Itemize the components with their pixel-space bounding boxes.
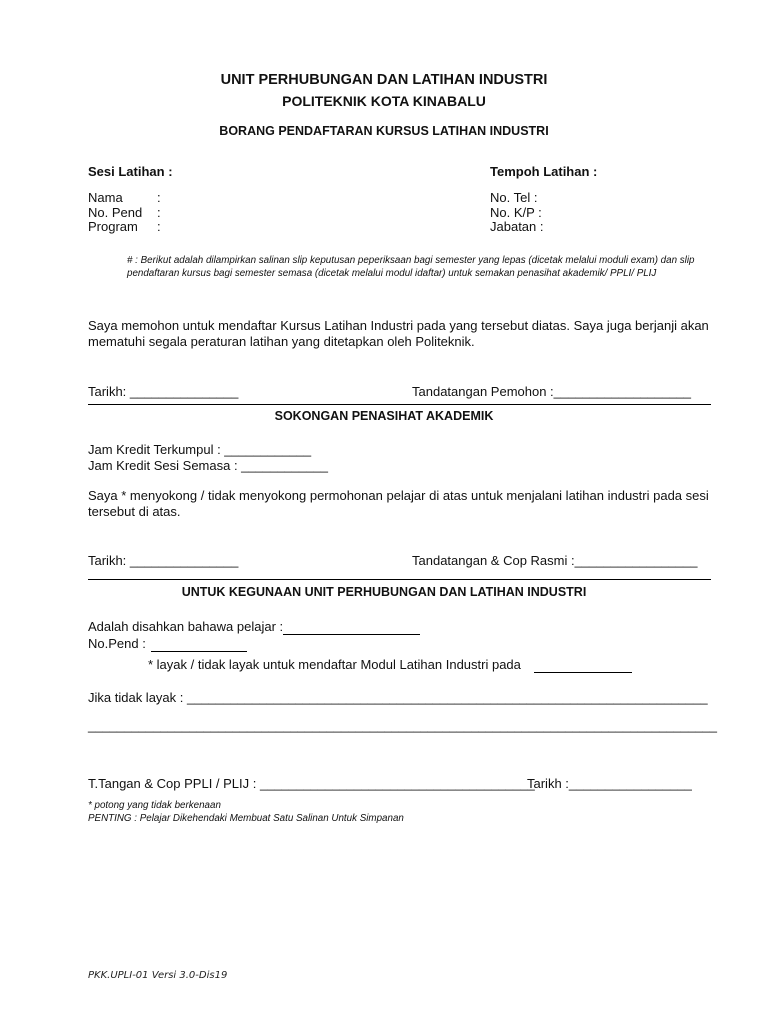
- nama-colon: :: [157, 190, 161, 205]
- section-divider: [88, 579, 711, 580]
- no-pend-label: No. Pend: [88, 205, 143, 220]
- application-text-line2: mematuhi segala peraturan latihan yang ditetapkan oleh Politeknik.: [88, 334, 475, 349]
- jika-tidak-layak-field[interactable]: Jika tidak layak : ________________________________________________________________________: [88, 690, 708, 705]
- support-text-line2: tersebut di atas.: [88, 504, 181, 519]
- sesi-latihan-label: Sesi Latihan :: [88, 164, 173, 179]
- program-label: Program: [88, 219, 138, 234]
- pelajar-name-line[interactable]: [283, 634, 420, 635]
- section-divider: [88, 404, 711, 405]
- institution-name: POLITEKNIK KOTA KINABALU: [282, 93, 486, 109]
- unit-title: UNIT PERHUBUNGAN DAN LATIHAN INDUSTRI: [220, 72, 548, 88]
- jabatan-label: Jabatan :: [490, 219, 544, 234]
- attachment-note-line1: # : Berikut adalah dilampirkan salinan slip keputusan peperiksaan bagi semester yang lepas (dicetak melalui moduli exam) dan slip: [127, 255, 695, 266]
- jam-kredit-semasa-field[interactable]: Jam Kredit Sesi Semasa : ____________: [88, 458, 328, 473]
- advisor-signature-field[interactable]: Tandatangan & Cop Rasmi :_________________: [412, 553, 698, 568]
- document-code: PKK.UPLI-01 Versi 3.0-Dis19: [88, 970, 228, 981]
- attachment-note-line2: pendaftaran kursus bagi semester semasa (dicetak melalui modul idaftar) untuk semakan penasihat akademik/ PPLI/ PLIJ: [127, 268, 657, 279]
- no-pend-colon: :: [157, 205, 161, 220]
- office-section-title: UNTUK KEGUNAAN UNIT PERHUBUNGAN DAN LATIHAN INDUSTRI: [181, 585, 587, 599]
- form-title: BORANG PENDAFTARAN KURSUS LATIHAN INDUSTRI: [219, 124, 549, 138]
- support-text-line1: Saya * menyokong / tidak menyokong permohonan pelajar di atas untuk menjalani latihan industri pada sesi: [88, 488, 709, 503]
- no-tel-label: No. Tel :: [490, 190, 538, 205]
- ppli-date-field[interactable]: Tarikh :_________________: [527, 776, 692, 791]
- potong-note: * potong yang tidak berkenaan: [88, 800, 221, 811]
- jam-kredit-terkumpul-field[interactable]: Jam Kredit Terkumpul : ____________: [88, 442, 312, 457]
- application-text-line1: Saya memohon untuk mendaftar Kursus Latihan Industri pada yang tersebut diatas. Saya juga berjanji akan: [88, 318, 709, 333]
- office-no-pend-label: No.Pend :: [88, 636, 146, 651]
- modul-session-line[interactable]: [534, 672, 632, 673]
- ppli-signature-field[interactable]: T.Tangan & Cop PPLI / PLIJ : ______________________________________: [88, 776, 535, 791]
- reason-continuation-line[interactable]: _______________________________________________________________________________________: [88, 718, 718, 733]
- disahkan-label: Adalah disahkan bahawa pelajar :: [88, 619, 284, 634]
- tempoh-latihan-label: Tempoh Latihan :: [490, 164, 598, 179]
- layak-text: * layak / tidak layak untuk mendaftar Modul Latihan Industri pada: [148, 657, 521, 672]
- program-colon: :: [157, 219, 161, 234]
- applicant-signature-field[interactable]: Tandatangan Pemohon :___________________: [412, 384, 692, 399]
- advisor-section-title: SOKONGAN PENASIHAT AKADEMIK: [274, 409, 494, 423]
- nama-label: Nama: [88, 190, 123, 205]
- office-no-pend-line[interactable]: [151, 651, 247, 652]
- no-kp-label: No. K/P :: [490, 205, 542, 220]
- advisor-date-field[interactable]: Tarikh: _______________: [88, 553, 239, 568]
- penting-note: PENTING : Pelajar Dikehendaki Membuat Satu Salinan Untuk Simpanan: [88, 813, 404, 824]
- applicant-date-field[interactable]: Tarikh: _______________: [88, 384, 239, 399]
